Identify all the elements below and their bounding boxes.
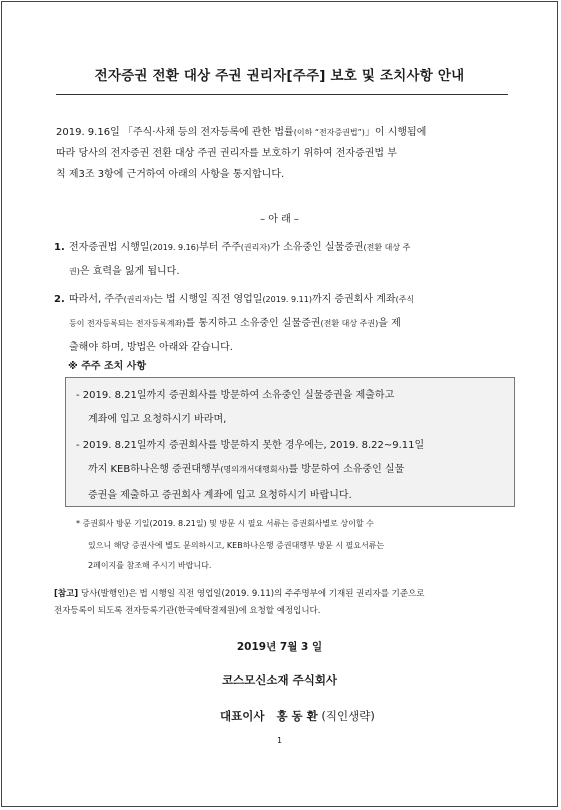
intro-small-text: (이하 “전자증권법”) xyxy=(293,128,365,137)
measure-line: 증권을 제출하고 증권회사 계좌에 입고 요청하시기 바랍니다. xyxy=(88,490,352,501)
page-number: 1 xyxy=(276,736,283,745)
measure-line xyxy=(88,460,404,475)
item-number: 1. xyxy=(54,242,65,253)
company-name: 코스모신소재 주식회사 xyxy=(221,673,338,687)
document-page xyxy=(1,1,558,807)
item-text: 은 효력을 잃게 됩니다. xyxy=(79,266,180,277)
measure-line: - 2019. 8.21일까지 증권회사를 방문하여 소유중인 실물증권을 제출하고 xyxy=(76,390,395,401)
measure-text: 를 방문하여 소유중인 실물 xyxy=(288,464,405,475)
ceo-name: 대표이사 홍 동 환 xyxy=(220,709,318,723)
item-small-text: (권리자) xyxy=(240,243,271,252)
intro-line-1 xyxy=(56,122,516,143)
section-heading: – 아 래 – xyxy=(260,214,299,225)
ceo-signature xyxy=(220,708,375,724)
measure-line: - 2019. 8.21일까지 증권회사를 방문하지 못한 경우에는, 2019. 8.22~9.11일 xyxy=(76,440,425,451)
document-title: 전자증권 전환 대상 주권 권리자[주주] 보호 및 조치사항 안내 xyxy=(94,68,465,84)
item-small-text: (주식 xyxy=(395,295,415,304)
intro-line-2: 따라 당사의 전자증권 전환 대상 주권 권리자를 보호하기 위하여 전자증권법 부 xyxy=(56,148,397,159)
measure-small-text: (명의개서대행회사) xyxy=(220,465,289,474)
measure-line: 계좌에 입고 요청하시기 바라며, xyxy=(88,414,227,425)
item-text: 가 소유중인 실물증권 xyxy=(270,242,364,253)
item-number: 2. xyxy=(54,294,65,305)
item-small-text: (전환 대상 주 xyxy=(363,243,411,252)
reference-text: 당사(발행인)은 법 시행일 직전 영업일(2019. 9.11)의 주주명부에 기재된 권리자를 기준으로 xyxy=(78,589,425,599)
item-text: 부터 주주 xyxy=(198,242,241,253)
item-text: 까지 증권회사 계좌 xyxy=(311,294,396,305)
title-underline xyxy=(56,94,508,95)
item-text: 는 법 시행일 직전 영업일 xyxy=(153,294,263,305)
reference-line: 전자등록이 되도록 전자등록기관(한국예탁결제원)에 요청할 예정입니다. xyxy=(54,606,321,616)
item-text: 따라서, 주주 xyxy=(69,294,124,305)
item-line xyxy=(69,260,518,284)
item-line xyxy=(69,288,518,312)
item-small-text: (2019. 9.16) xyxy=(149,243,199,252)
measures-heading: ※ 주주 조치 사항 xyxy=(68,361,147,372)
item-text: 를 통지하고 소유중인 실물증권 xyxy=(185,318,321,329)
note-line: 있으니 해당 증권사에 별도 문의하시고, KEB하나은행 증권대행부 방문 시 필요서류는 xyxy=(88,541,385,550)
note-line: * 증권회사 방문 기일(2019. 8.21일) 및 방문 시 필요 서류는 증권회사별로 상이할 수 xyxy=(76,519,374,528)
list-item xyxy=(54,236,518,284)
item-line xyxy=(69,312,518,336)
item-small-text: 등이 전자등록되는 전자등록계좌) xyxy=(69,319,186,328)
item-line xyxy=(69,236,518,260)
item-small-text: 권) xyxy=(69,267,80,276)
item-small-text: (전환 대상 주권) xyxy=(320,319,379,328)
reference-note xyxy=(54,586,520,620)
reference-label: [참고] xyxy=(54,589,79,599)
measure-text: 까지 KEB하나은행 증권대행부 xyxy=(88,464,221,475)
item-small-text: (권리자) xyxy=(123,295,154,304)
note-line: 2페이지를 참조해 주시기 바랍니다. xyxy=(88,561,212,570)
intro-text: 」이 시행됨에 xyxy=(364,127,427,138)
item-line: 출해야 하며, 방법은 아래와 같습니다. xyxy=(69,342,233,353)
document-date: 2019년 7월 3 일 xyxy=(236,641,323,653)
intro-paragraph xyxy=(56,122,516,185)
item-text: 을 제 xyxy=(378,318,401,329)
intro-text: 2019. 9.16일 「주식·사채 등의 전자등록에 관한 법률 xyxy=(56,127,294,138)
reference-line xyxy=(54,586,520,603)
item-text: 전자증권법 시행일 xyxy=(69,242,150,253)
list-item xyxy=(54,288,518,360)
item-small-text: (2019. 9.11) xyxy=(262,295,312,304)
intro-line-3: 칙 제3조 3항에 근거하여 아래의 사항을 통지합니다. xyxy=(56,169,285,180)
seal-omitted: (직인생략) xyxy=(317,709,375,723)
